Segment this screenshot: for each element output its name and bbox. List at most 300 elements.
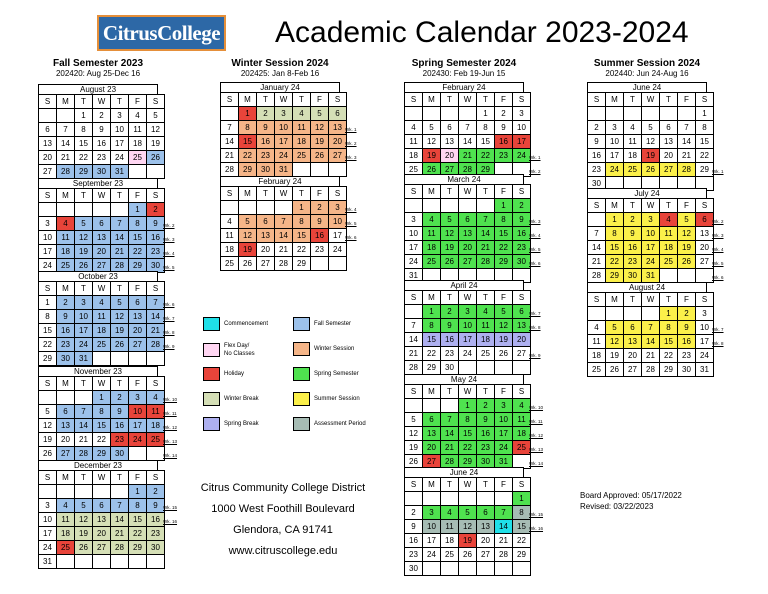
calendar-empty-cell bbox=[147, 447, 165, 461]
week-number-label: Wk. 15 bbox=[163, 505, 178, 510]
weekday-header: M bbox=[57, 471, 75, 485]
calendar-day: 24 bbox=[111, 151, 129, 165]
calendar-day: 3 bbox=[513, 107, 531, 121]
week-number-label: Wk. 7 bbox=[163, 316, 175, 321]
calendar-day: 15 bbox=[606, 241, 624, 255]
calendar-empty-cell bbox=[405, 492, 423, 506]
calendar-day: 6 bbox=[257, 215, 275, 229]
weekday-header: T bbox=[441, 478, 459, 492]
calendar-day: 4 bbox=[441, 506, 459, 520]
calendar-day: 11 bbox=[57, 513, 75, 527]
legend-item-spring-break bbox=[203, 417, 259, 431]
calendar-day: 21 bbox=[111, 527, 129, 541]
legend-swatch bbox=[203, 343, 220, 357]
semester-title: Fall Semester 2023 bbox=[52, 58, 144, 69]
calendar-day: 23 bbox=[495, 149, 513, 163]
calendar-day: 19 bbox=[111, 324, 129, 338]
calendar-day: 4 bbox=[588, 321, 606, 335]
calendar-day: 14 bbox=[477, 227, 495, 241]
calendar-day: 26 bbox=[75, 541, 93, 555]
calendar-day: 3 bbox=[423, 506, 441, 520]
month-calendar-january-2024 bbox=[220, 82, 357, 177]
calendar-day: 26 bbox=[111, 338, 129, 352]
calendar-day: 13 bbox=[329, 121, 347, 135]
calendar-day: 27 bbox=[513, 347, 531, 361]
calendar-day: 25 bbox=[477, 347, 495, 361]
calendar-day: 27 bbox=[441, 163, 459, 177]
calendar-day: 28 bbox=[678, 163, 696, 177]
calendar-day: 22 bbox=[606, 255, 624, 269]
calendar-day: 18 bbox=[221, 243, 239, 257]
calendar-day: 10 bbox=[329, 215, 347, 229]
calendar-day: 7 bbox=[111, 499, 129, 513]
weekday-header: T bbox=[624, 199, 642, 213]
calendar-day: 22 bbox=[93, 433, 111, 447]
week-number-label: Wk. 15 bbox=[529, 512, 544, 517]
calendar-day: 16 bbox=[147, 231, 165, 245]
weekday-header: S bbox=[147, 95, 165, 109]
calendar-empty-cell bbox=[329, 163, 347, 177]
calendar-empty-cell bbox=[75, 485, 93, 499]
week-number-label: Wk. 11 bbox=[529, 419, 543, 424]
month-grid bbox=[404, 384, 531, 469]
board-approved-date: Board Approved: 05/17/2022 bbox=[580, 491, 682, 500]
calendar-day: 5 bbox=[441, 213, 459, 227]
legend-item-winter-break bbox=[203, 392, 259, 406]
calendar-empty-cell bbox=[513, 361, 531, 375]
calendar-day: 27 bbox=[57, 447, 75, 461]
calendar-day: 15 bbox=[513, 520, 531, 534]
calendar-day: 30 bbox=[147, 259, 165, 273]
week-number-label: Wk. 4 bbox=[163, 251, 175, 256]
weekday-header: W bbox=[275, 187, 293, 201]
month-calendar-august-2023 bbox=[38, 84, 165, 179]
week-number-label: Wk. 13 bbox=[163, 439, 178, 444]
legend-swatch bbox=[293, 417, 310, 431]
weekday-header: T bbox=[257, 187, 275, 201]
calendar-day: 26 bbox=[459, 548, 477, 562]
week-number-label: Wk. 5 bbox=[529, 247, 541, 252]
legend-label: Flex Day/ No Classes bbox=[224, 343, 255, 357]
calendar-day: 22 bbox=[75, 151, 93, 165]
calendar-day: 18 bbox=[57, 527, 75, 541]
calendar-empty-cell bbox=[405, 399, 423, 413]
calendar-day: 8 bbox=[129, 217, 147, 231]
calendar-day: 11 bbox=[624, 135, 642, 149]
calendar-day: 19 bbox=[423, 149, 441, 163]
calendar-day: 15 bbox=[75, 137, 93, 151]
calendar-empty-cell bbox=[93, 352, 111, 366]
weekday-header: M bbox=[57, 95, 75, 109]
calendar-day: 21 bbox=[275, 243, 293, 257]
weekday-header: S bbox=[513, 291, 531, 305]
weekday-header: F bbox=[495, 93, 513, 107]
week-number-label: Wk. 4 bbox=[529, 233, 541, 238]
calendar-day: 30 bbox=[477, 455, 495, 469]
calendar-day: 16 bbox=[147, 513, 165, 527]
weekday-header: S bbox=[329, 93, 347, 107]
calendar-empty-cell bbox=[423, 199, 441, 213]
calendar-day: 12 bbox=[441, 227, 459, 241]
calendar-day: 9 bbox=[624, 227, 642, 241]
calendar-day: 24 bbox=[275, 149, 293, 163]
weekday-header: W bbox=[459, 185, 477, 199]
calendar-empty-cell bbox=[642, 107, 660, 121]
calendar-day: 29 bbox=[423, 361, 441, 375]
calendar-day: 14 bbox=[441, 427, 459, 441]
week-number-label: Wk. 9 bbox=[163, 344, 175, 349]
month-grid bbox=[404, 290, 531, 375]
week-number-label: Wk. 2 bbox=[163, 223, 175, 228]
weekday-header: S bbox=[39, 377, 57, 391]
calendar-day: 5 bbox=[405, 413, 423, 427]
calendar-day: 10 bbox=[642, 227, 660, 241]
weekday-header: W bbox=[459, 478, 477, 492]
weekday-header: T bbox=[257, 93, 275, 107]
calendar-day: 3 bbox=[39, 217, 57, 231]
calendar-day: 21 bbox=[642, 349, 660, 363]
calendar-day: 19 bbox=[459, 534, 477, 548]
week-number-label: Wk. 8 bbox=[529, 325, 541, 330]
calendar-day: 31 bbox=[642, 269, 660, 283]
week-number-label: Wk. 9 bbox=[529, 353, 541, 358]
week-number-label: Wk. 3 bbox=[529, 219, 541, 224]
week-number-label: Wk. 1 bbox=[712, 169, 724, 174]
calendar-day: 26 bbox=[423, 163, 441, 177]
week-number-label: Wk. 2 bbox=[712, 219, 724, 224]
calendar-day: 11 bbox=[147, 405, 165, 419]
calendar-day: 6 bbox=[696, 213, 714, 227]
weekday-header: W bbox=[459, 385, 477, 399]
calendar-day: 7 bbox=[147, 296, 165, 310]
calendar-day: 26 bbox=[311, 149, 329, 163]
calendar-day: 11 bbox=[129, 123, 147, 137]
calendar-day: 2 bbox=[405, 506, 423, 520]
calendar-day: 8 bbox=[239, 121, 257, 135]
weekday-header: W bbox=[459, 291, 477, 305]
calendar-day: 30 bbox=[93, 165, 111, 179]
weekday-header: W bbox=[93, 377, 111, 391]
calendar-day: 1 bbox=[129, 485, 147, 499]
calendar-day: 20 bbox=[423, 441, 441, 455]
calendar-day: 23 bbox=[147, 527, 165, 541]
calendar-day: 19 bbox=[75, 245, 93, 259]
week-number-label: Wk. 2 bbox=[345, 141, 357, 146]
month-grid bbox=[220, 186, 347, 271]
weekday-header: F bbox=[129, 95, 147, 109]
legend-item-holiday bbox=[203, 367, 244, 381]
calendar-day: 29 bbox=[129, 541, 147, 555]
calendar-day: 19 bbox=[495, 333, 513, 347]
calendar-day: 22 bbox=[39, 338, 57, 352]
calendar-day: 9 bbox=[93, 123, 111, 137]
month-grid bbox=[38, 281, 165, 366]
calendar-day: 19 bbox=[441, 241, 459, 255]
weekday-header: T bbox=[75, 282, 93, 296]
calendar-day: 29 bbox=[477, 163, 495, 177]
weekday-header: W bbox=[642, 93, 660, 107]
calendar-day: 18 bbox=[293, 135, 311, 149]
weekday-header: T bbox=[477, 185, 495, 199]
month-title: January 24 bbox=[220, 82, 340, 92]
calendar-day: 27 bbox=[93, 541, 111, 555]
calendar-day: 17 bbox=[642, 241, 660, 255]
calendar-day: 13 bbox=[660, 135, 678, 149]
calendar-day: 3 bbox=[129, 391, 147, 405]
calendar-day: 6 bbox=[93, 499, 111, 513]
calendar-day: 15 bbox=[93, 419, 111, 433]
calendar-empty-cell bbox=[129, 447, 147, 461]
calendar-day: 25 bbox=[588, 363, 606, 377]
calendar-empty-cell bbox=[57, 555, 75, 569]
calendar-day: 26 bbox=[642, 163, 660, 177]
calendar-day: 25 bbox=[129, 151, 147, 165]
month-grid bbox=[587, 198, 714, 283]
calendar-day: 9 bbox=[588, 135, 606, 149]
calendar-day: 4 bbox=[147, 391, 165, 405]
weekday-header: S bbox=[39, 282, 57, 296]
calendar-day: 20 bbox=[441, 149, 459, 163]
page-title: Academic Calendar 2023-2024 bbox=[275, 16, 689, 49]
calendar-day: 15 bbox=[696, 135, 714, 149]
calendar-day: 15 bbox=[39, 324, 57, 338]
calendar-day: 7 bbox=[678, 121, 696, 135]
calendar-empty-cell bbox=[495, 361, 513, 375]
weekday-header: S bbox=[405, 291, 423, 305]
calendar-day: 4 bbox=[477, 305, 495, 319]
calendar-day: 4 bbox=[293, 107, 311, 121]
calendar-day: 14 bbox=[588, 241, 606, 255]
month-title: October 23 bbox=[38, 271, 158, 281]
legend-item-flex bbox=[203, 342, 255, 358]
calendar-empty-cell bbox=[477, 562, 495, 576]
calendar-day: 4 bbox=[129, 109, 147, 123]
calendar-day: 16 bbox=[405, 534, 423, 548]
calendar-day: 18 bbox=[405, 149, 423, 163]
calendar-day: 2 bbox=[147, 203, 165, 217]
week-number-label: Wk. 5 bbox=[345, 221, 357, 226]
calendar-day: 14 bbox=[405, 333, 423, 347]
district-info bbox=[198, 478, 368, 562]
calendar-empty-cell bbox=[93, 555, 111, 569]
calendar-day: 1 bbox=[495, 199, 513, 213]
week-number-label: Wk. 13 bbox=[529, 447, 544, 452]
month-calendar-march-2024 bbox=[404, 174, 541, 283]
weekday-header: M bbox=[606, 93, 624, 107]
week-number-label: Wk. 12 bbox=[163, 425, 178, 430]
calendar-day: 9 bbox=[513, 213, 531, 227]
calendar-day: 15 bbox=[293, 229, 311, 243]
week-number-label: Wk. 2 bbox=[529, 169, 541, 174]
calendar-day: 6 bbox=[57, 405, 75, 419]
calendar-day: 26 bbox=[606, 363, 624, 377]
calendar-day: 30 bbox=[678, 363, 696, 377]
calendar-day: 7 bbox=[459, 121, 477, 135]
weekday-header: F bbox=[129, 189, 147, 203]
fall-semester-header bbox=[38, 58, 158, 78]
district-address: 1000 West Foothill Boulevard bbox=[211, 503, 355, 515]
calendar-day: 24 bbox=[423, 548, 441, 562]
month-grid bbox=[404, 92, 531, 177]
calendar-day: 4 bbox=[405, 121, 423, 135]
calendar-day: 20 bbox=[513, 333, 531, 347]
calendar-day: 23 bbox=[93, 151, 111, 165]
calendar-day: 12 bbox=[75, 513, 93, 527]
weekday-header: W bbox=[459, 93, 477, 107]
calendar-day: 29 bbox=[293, 257, 311, 271]
calendar-day: 3 bbox=[39, 499, 57, 513]
calendar-day: 14 bbox=[111, 231, 129, 245]
month-title: March 24 bbox=[404, 174, 524, 184]
month-calendar-april-2024 bbox=[404, 280, 541, 375]
calendar-day: 21 bbox=[477, 241, 495, 255]
calendar-day: 5 bbox=[111, 296, 129, 310]
legend-label: Winter Break bbox=[224, 396, 259, 402]
calendar-day: 31 bbox=[405, 269, 423, 283]
calendar-day: 16 bbox=[257, 135, 275, 149]
calendar-day: 2 bbox=[93, 109, 111, 123]
calendar-day: 5 bbox=[239, 215, 257, 229]
calendar-empty-cell bbox=[405, 107, 423, 121]
calendar-day: 28 bbox=[221, 163, 239, 177]
calendar-day: 12 bbox=[678, 227, 696, 241]
week-number-label: Wk. 3 bbox=[345, 155, 357, 160]
calendar-day: 9 bbox=[477, 413, 495, 427]
calendar-day: 17 bbox=[606, 149, 624, 163]
month-title: August 23 bbox=[38, 84, 158, 94]
calendar-day: 9 bbox=[147, 217, 165, 231]
semester-title: Spring Semester 2024 bbox=[411, 58, 517, 69]
weekday-header: S bbox=[147, 189, 165, 203]
calendar-day: 1 bbox=[459, 399, 477, 413]
calendar-day: 4 bbox=[423, 213, 441, 227]
calendar-day: 16 bbox=[111, 419, 129, 433]
month-grid bbox=[38, 188, 165, 273]
calendar-day: 12 bbox=[606, 335, 624, 349]
calendar-day: 24 bbox=[39, 541, 57, 555]
calendar-day: 29 bbox=[660, 363, 678, 377]
calendar-day: 13 bbox=[513, 319, 531, 333]
week-number-label: Wk. 5 bbox=[163, 265, 175, 270]
calendar-empty-cell bbox=[75, 391, 93, 405]
district-website: www.citruscollege.edu bbox=[228, 545, 338, 557]
calendar-day: 18 bbox=[441, 534, 459, 548]
calendar-day: 9 bbox=[495, 121, 513, 135]
weekday-header: S bbox=[39, 471, 57, 485]
weekday-header: T bbox=[477, 291, 495, 305]
calendar-day: 8 bbox=[477, 121, 495, 135]
calendar-day: 24 bbox=[696, 349, 714, 363]
legend-swatch bbox=[203, 367, 220, 381]
calendar-day: 9 bbox=[405, 520, 423, 534]
calendar-day: 14 bbox=[275, 229, 293, 243]
weekday-header: T bbox=[75, 377, 93, 391]
calendar-day: 25 bbox=[293, 149, 311, 163]
weekday-header: S bbox=[588, 293, 606, 307]
calendar-day: 4 bbox=[57, 499, 75, 513]
calendar-day: 13 bbox=[39, 137, 57, 151]
calendar-day: 23 bbox=[678, 349, 696, 363]
calendar-day: 28 bbox=[495, 548, 513, 562]
calendar-day: 18 bbox=[477, 333, 495, 347]
calendar-day: 5 bbox=[75, 217, 93, 231]
calendar-day: 11 bbox=[477, 319, 495, 333]
calendar-day: 30 bbox=[441, 361, 459, 375]
week-number-label: Wk. 14 bbox=[529, 461, 544, 466]
calendar-day: 3 bbox=[459, 305, 477, 319]
calendar-day: 6 bbox=[423, 413, 441, 427]
weekday-header: S bbox=[405, 93, 423, 107]
weekday-header: F bbox=[678, 293, 696, 307]
calendar-day: 19 bbox=[75, 527, 93, 541]
calendar-day: 28 bbox=[588, 269, 606, 283]
calendar-day: 25 bbox=[423, 255, 441, 269]
calendar-day: 3 bbox=[606, 121, 624, 135]
calendar-day: 19 bbox=[642, 149, 660, 163]
calendar-day: 18 bbox=[513, 427, 531, 441]
calendar-day: 29 bbox=[459, 455, 477, 469]
calendar-day: 12 bbox=[459, 520, 477, 534]
calendar-empty-cell bbox=[311, 163, 329, 177]
calendar-day: 21 bbox=[678, 149, 696, 163]
calendar-day: 1 bbox=[477, 107, 495, 121]
weekday-header: T bbox=[441, 385, 459, 399]
calendar-day: 26 bbox=[239, 257, 257, 271]
calendar-day: 1 bbox=[423, 305, 441, 319]
calendar-day: 25 bbox=[93, 338, 111, 352]
calendar-day: 26 bbox=[75, 259, 93, 273]
calendar-day: 23 bbox=[588, 163, 606, 177]
calendar-day: 17 bbox=[39, 527, 57, 541]
calendar-day: 2 bbox=[257, 107, 275, 121]
calendar-day: 20 bbox=[329, 135, 347, 149]
calendar-day: 16 bbox=[513, 227, 531, 241]
weekday-header: T bbox=[660, 199, 678, 213]
weekday-header: T bbox=[293, 93, 311, 107]
calendar-day: 15 bbox=[459, 427, 477, 441]
summer-session-header bbox=[587, 58, 707, 78]
week-number-label: Wk. 6 bbox=[345, 235, 357, 240]
calendar-day: 1 bbox=[696, 107, 714, 121]
calendar-day: 20 bbox=[39, 151, 57, 165]
calendar-empty-cell bbox=[111, 203, 129, 217]
calendar-empty-cell bbox=[111, 485, 129, 499]
calendar-day: 23 bbox=[311, 243, 329, 257]
weekday-header: T bbox=[75, 95, 93, 109]
calendar-empty-cell bbox=[423, 399, 441, 413]
calendar-day: 23 bbox=[57, 338, 75, 352]
weekday-header: T bbox=[75, 471, 93, 485]
calendar-day: 7 bbox=[275, 215, 293, 229]
calendar-day: 18 bbox=[147, 419, 165, 433]
calendar-empty-cell bbox=[642, 307, 660, 321]
calendar-day: 2 bbox=[624, 213, 642, 227]
district-city: Glendora, CA 91741 bbox=[233, 524, 333, 536]
weekday-header: F bbox=[495, 185, 513, 199]
calendar-day: 24 bbox=[129, 433, 147, 447]
legend-label: Winter Session bbox=[314, 346, 355, 352]
weekday-header: T bbox=[111, 471, 129, 485]
weekday-header: F bbox=[311, 187, 329, 201]
weekday-header: S bbox=[39, 95, 57, 109]
weekday-header: T bbox=[111, 189, 129, 203]
calendar-day: 10 bbox=[75, 310, 93, 324]
calendar-empty-cell bbox=[495, 492, 513, 506]
calendar-day: 18 bbox=[93, 324, 111, 338]
calendar-day: 15 bbox=[495, 227, 513, 241]
legend-label: Fall Semester bbox=[314, 321, 352, 327]
calendar-empty-cell bbox=[57, 203, 75, 217]
